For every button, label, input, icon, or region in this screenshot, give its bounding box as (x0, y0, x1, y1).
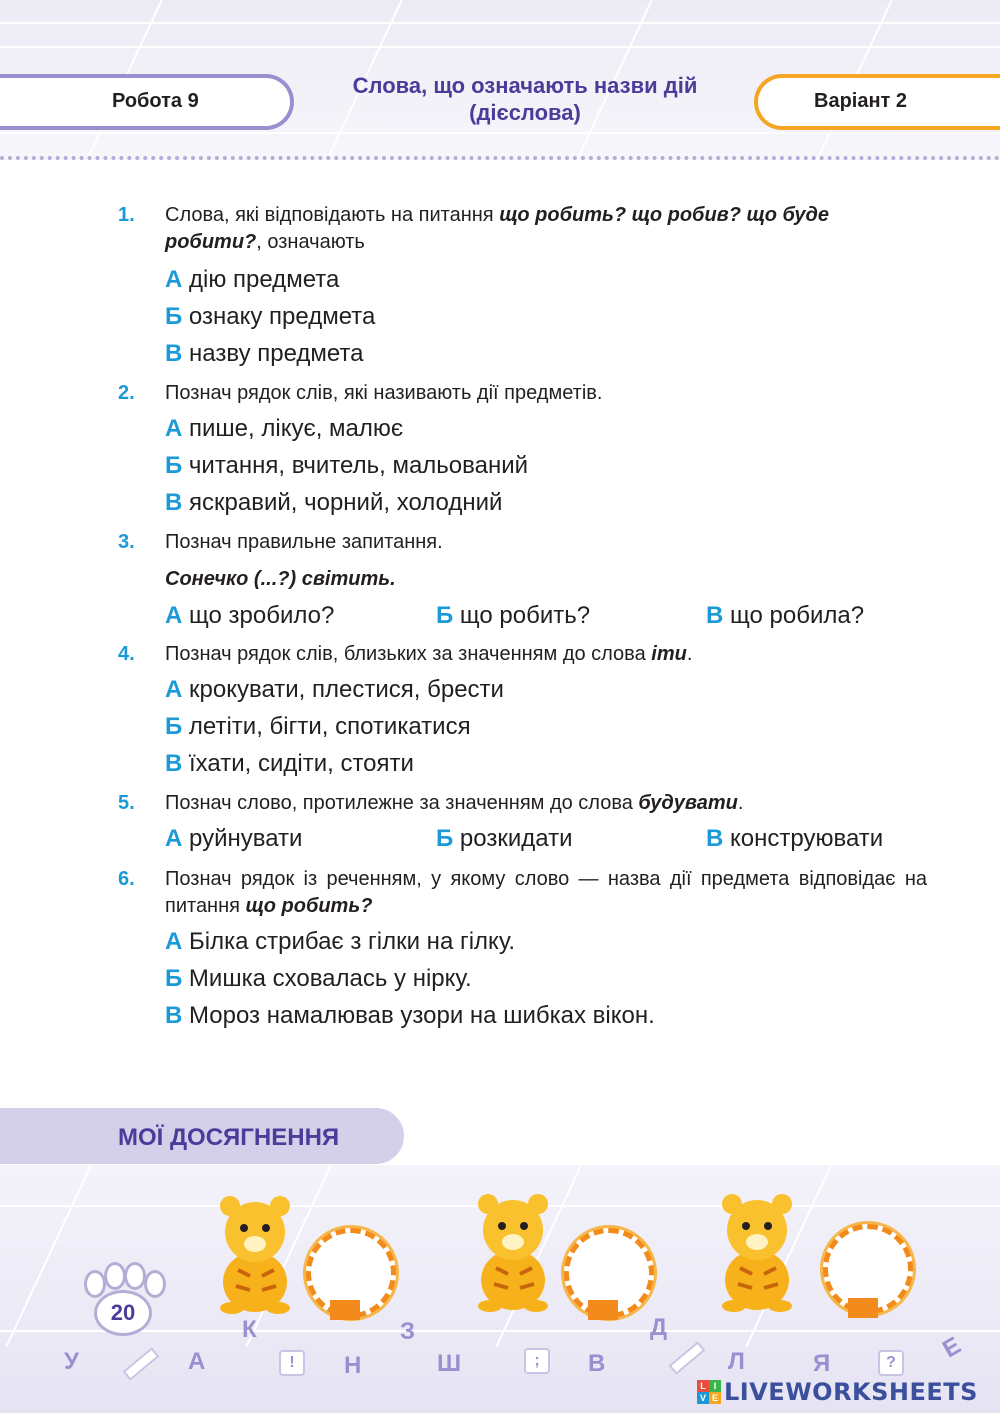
answer-option[interactable]: В назву предмета (165, 340, 364, 367)
answer-option[interactable]: Б читання, вчитель, мальований (165, 452, 529, 479)
answer-option[interactable]: Б ознаку предмета (165, 303, 376, 330)
answer-option[interactable]: В їхати, сидіти, стояти (165, 750, 414, 777)
work-label: Робота 9 (112, 90, 199, 112)
decor-letter: К (242, 1316, 257, 1343)
tiger-icon (702, 1188, 812, 1313)
paw-toe-icon (84, 1270, 106, 1298)
box-icon (848, 1298, 878, 1318)
decor-letter: А (188, 1348, 206, 1375)
paw-toe-icon (124, 1262, 146, 1290)
question-number: 5. (118, 792, 135, 814)
question-text: Познач правильне запитання. (165, 531, 443, 553)
decor-letter: В (588, 1350, 606, 1377)
example-sentence: Сонечко (...?) світить. (165, 568, 396, 590)
answer-option[interactable]: А Білка стрибає з гілки на гілку. (165, 928, 516, 955)
answer-option[interactable]: В Мороз намалював узори на шибках вікон. (165, 1002, 655, 1029)
question-number: 2. (118, 382, 135, 404)
decor-letter: Я (813, 1350, 831, 1377)
answer-option[interactable]: А крокувати, плестися, брести (165, 676, 504, 703)
box-icon (330, 1300, 360, 1320)
decor-letter: З (400, 1318, 416, 1345)
decor-letter: Л (728, 1348, 745, 1375)
answer-option[interactable]: Б що робить? (436, 602, 591, 629)
answer-option[interactable]: Б Мишка сховалась у нірку. (165, 965, 472, 992)
answer-option[interactable]: А дію предмета (165, 266, 340, 293)
question-text: Познач рядок слів, які називають дії предметів. (165, 382, 603, 404)
variant-pill (754, 74, 1000, 130)
question-text: Познач слово, протилежне за значенням до слова будувати. (165, 792, 744, 814)
answer-option[interactable]: Б розкидати (436, 825, 573, 852)
decor-letter: У (64, 1348, 79, 1375)
header-divider (0, 156, 1000, 160)
page-number: 20 (94, 1290, 152, 1336)
answer-option[interactable]: Б летіти, бігти, спотикатися (165, 713, 471, 740)
answer-option[interactable]: А пише, лікує, малює (165, 415, 404, 442)
decor-letter: Е (938, 1331, 966, 1364)
liveworksheets-logo-icon: L I V E (697, 1380, 721, 1404)
achievements-title: МОЇ ДОСЯГНЕННЯ (118, 1124, 340, 1151)
work-number-pill (0, 74, 294, 130)
watermark-text: LIVEWORKSHEETS (724, 1378, 978, 1406)
question-text: Познач рядок із реченням, у якому слово — назва дії предмета відповідає на питання що робить? (165, 868, 927, 917)
decor-letter: Н (344, 1352, 362, 1379)
question-text: Слова, які відповідають на питання що робить? що робив? що буде робити?, означають (165, 204, 829, 253)
decor-letter: Д (650, 1314, 668, 1341)
question-number: 1. (118, 204, 135, 226)
answer-option[interactable]: А руйнувати (165, 825, 303, 852)
question-number: 4. (118, 643, 135, 665)
page-title: Слова, що означають назви дій (дієслова) (352, 73, 698, 125)
paw-toe-icon (104, 1262, 126, 1290)
decor-glyph: ; (524, 1348, 550, 1374)
decor-letter: Ш (437, 1350, 462, 1377)
answer-option[interactable]: В конструювати (706, 825, 884, 852)
answer-option[interactable]: В яскравий, чорний, холодний (165, 489, 503, 516)
box-icon (588, 1300, 618, 1320)
question-number: 3. (118, 531, 135, 553)
variant-label: Варіант 2 (814, 90, 908, 112)
question-text: Познач рядок слів, близьких за значенням до слова іти. (165, 643, 693, 665)
decor-glyph: ? (878, 1350, 904, 1376)
question-number: 6. (118, 868, 135, 890)
paw-toe-icon (144, 1270, 166, 1298)
tiger-icon (458, 1188, 568, 1313)
tiger-icon (200, 1190, 310, 1315)
decor-glyph: ! (279, 1350, 305, 1376)
answer-option[interactable]: В що робила? (706, 602, 865, 629)
answer-option[interactable]: А що зробило? (165, 602, 335, 629)
